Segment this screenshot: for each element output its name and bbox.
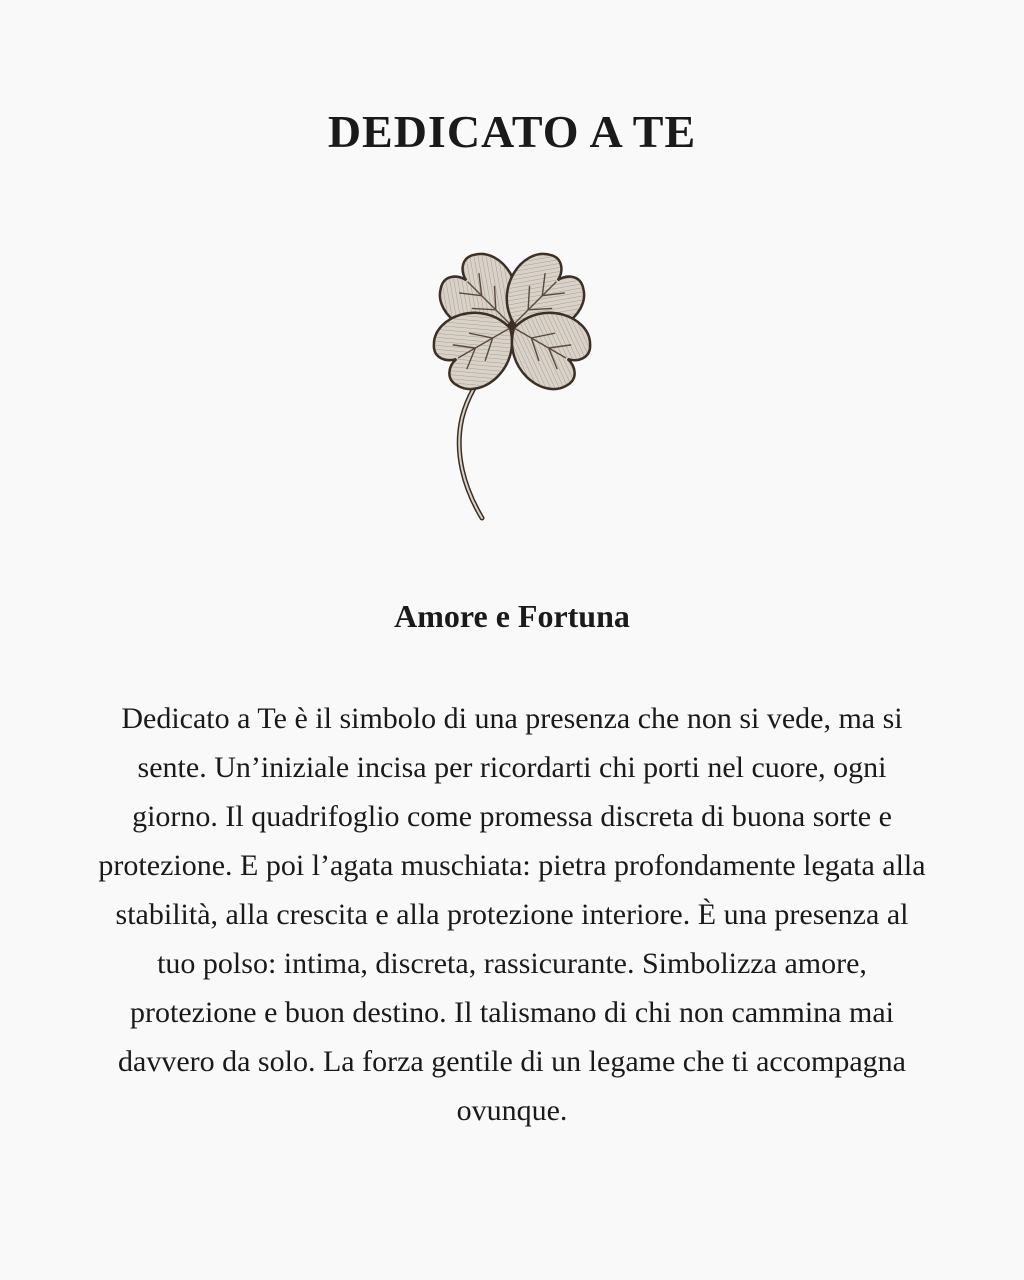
description-paragraph: Dedicato a Te è il simbolo di una presenza che non si vede, ma si sente. Un’iniziale incisa per ricordarti chi porti nel cuore, ogni giorno. Il quadrifoglio come promessa discreta di buona sorte e protezione. E poi l’agata muschiata: pietra profondamente legata alla stabilità, alla crescita e alla protezione interiore. È una presenza al tuo polso: intima, discreta, rassicurante. Simbolizza amore, protezione e buon destino. Il talismano di chi non cammina mai davvero da solo. La forza gentile di un legame che ti accompagna ovunque. xyxy=(98,702,926,1127)
four-leaf-clover-icon xyxy=(402,228,622,528)
section-subtitle: Amore e Fortuna xyxy=(394,598,630,634)
page-title: DEDICATO A TE xyxy=(327,106,697,157)
